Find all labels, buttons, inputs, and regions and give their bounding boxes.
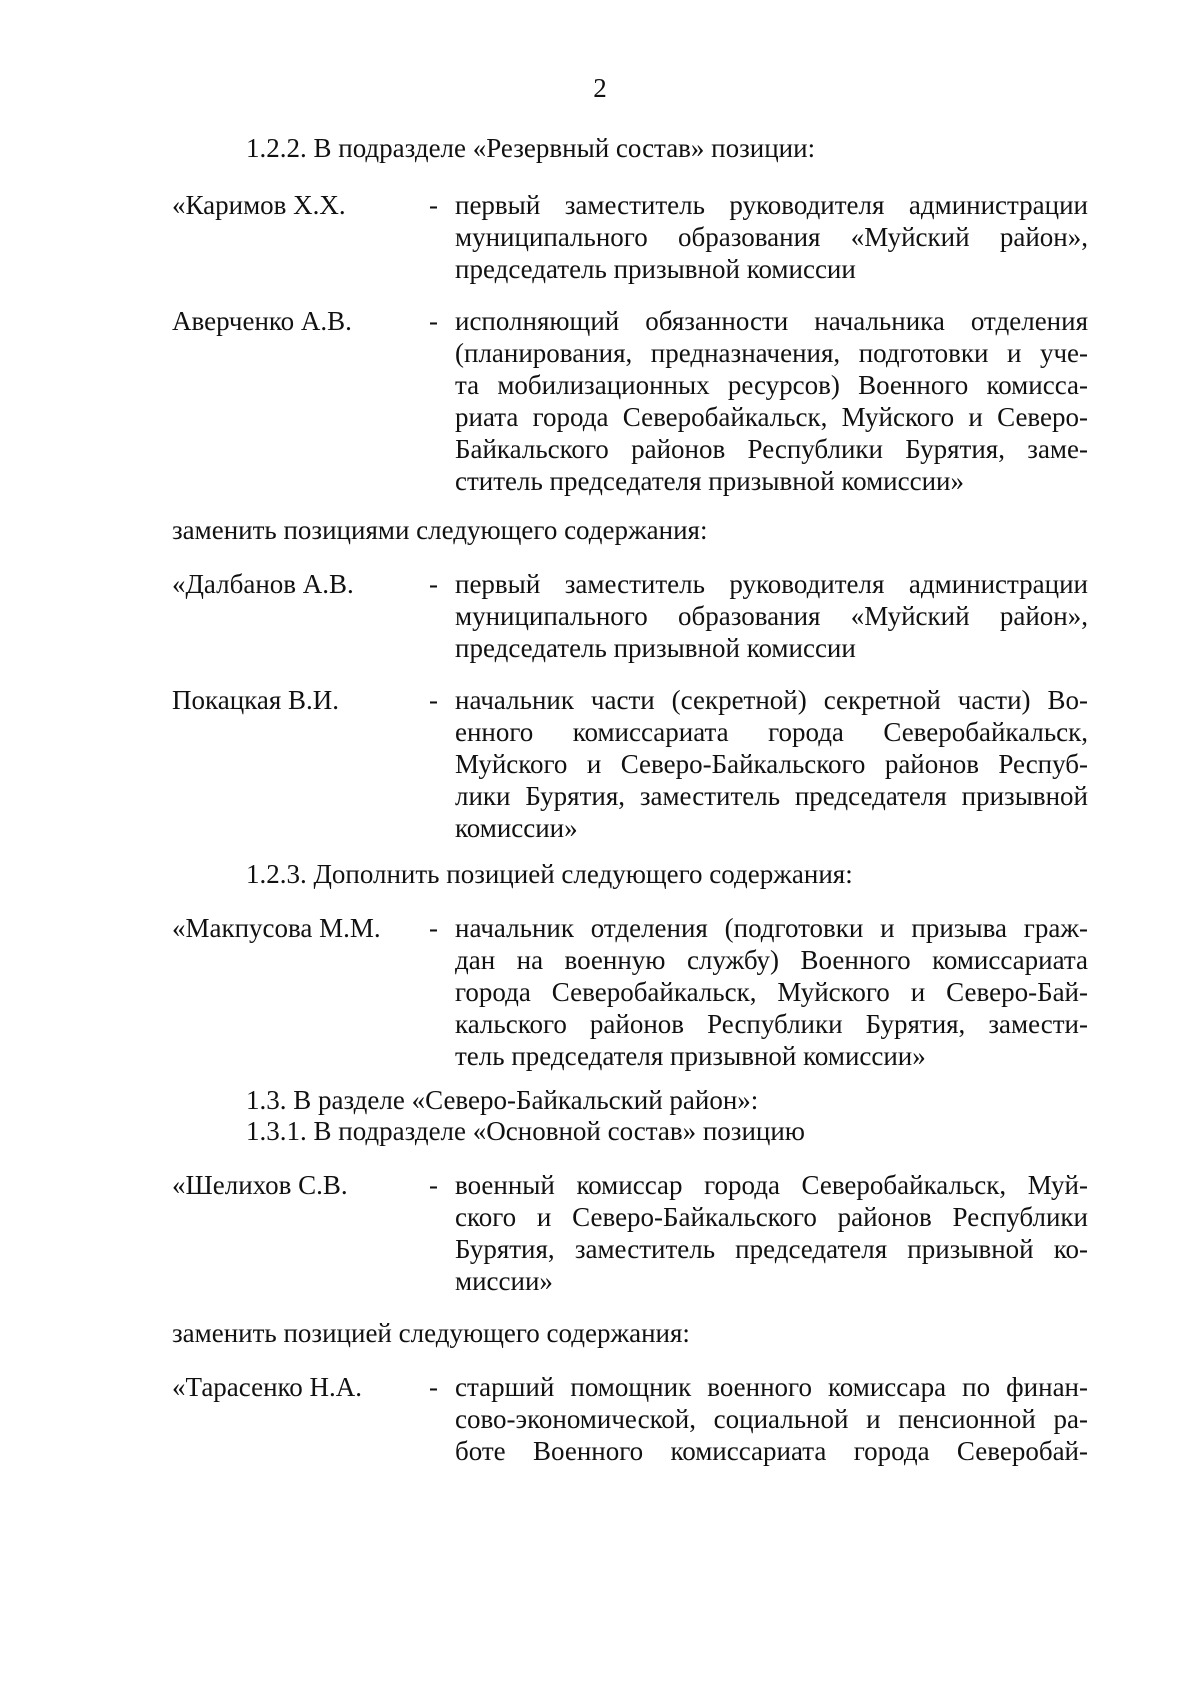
- description-line: ского и Северо-Байкальского районов Республики: [455, 1202, 1088, 1232]
- description-line: муниципального образования «Муйский район»,: [455, 601, 1088, 631]
- paragraph-replace-with-positions: заменить позициями следующего содержания:: [172, 515, 708, 545]
- position-description: [455, 190, 1088, 286]
- position-description: [455, 685, 1088, 845]
- paragraph-1-2-3: 1.2.3. Дополнить позицией следующего содержания:: [246, 859, 853, 889]
- dash-separator: -: [429, 306, 438, 336]
- dash-separator: -: [429, 913, 438, 943]
- description-line: лики Бурятия, заместитель председателя призывной: [455, 781, 1088, 811]
- person-name: «Тарасенко Н.А.: [172, 1372, 363, 1402]
- description-line: миссии»: [455, 1266, 553, 1296]
- paragraph-1-3: 1.3. В разделе «Северо-Байкальский район»:: [246, 1085, 759, 1115]
- dash-separator: -: [429, 569, 438, 599]
- description-line: начальник части (секретной) секретной части) Во-: [455, 685, 1088, 715]
- description-line: военный комиссар города Северобайкальск, Муй-: [455, 1170, 1088, 1200]
- description-line: кальского районов Республики Бурятия, замести-: [455, 1009, 1088, 1039]
- description-line: сово-экономической, социальной и пенсионной ра-: [455, 1404, 1088, 1434]
- person-name: «Макпусова М.М.: [172, 913, 381, 943]
- description-line: (планирования, предназначения, подготовки и уче-: [455, 338, 1088, 368]
- description-line: города Северобайкальск, Муйского и Северо-Бай-: [455, 977, 1088, 1007]
- person-name: «Каримов Х.Х.: [172, 190, 346, 220]
- description-line: исполняющий обязанности начальника отделения: [455, 306, 1088, 336]
- position-description: [455, 569, 1088, 665]
- position-description: [455, 1372, 1088, 1468]
- description-line: ститель председателя призывной комиссии»: [455, 466, 964, 496]
- description-line: дан на военную службу) Военного комиссариата: [455, 945, 1088, 975]
- dash-separator: -: [429, 1170, 438, 1200]
- paragraph-1-3-1: 1.3.1. В подразделе «Основной состав» позицию: [246, 1116, 805, 1146]
- description-line: муниципального образования «Муйский район»,: [455, 222, 1088, 252]
- person-name: «Шелихов С.В.: [172, 1170, 348, 1200]
- paragraph-1-2-2: 1.2.2. В подразделе «Резервный состав» позиции:: [246, 133, 816, 163]
- description-line: первый заместитель руководителя администрации: [455, 569, 1088, 599]
- person-name: Аверченко А.В.: [172, 306, 352, 336]
- description-line: первый заместитель руководителя администрации: [455, 190, 1088, 220]
- position-description: [455, 306, 1088, 498]
- position-description: [455, 913, 1088, 1073]
- description-line: боте Военного комиссариата города Северобай-: [455, 1436, 1088, 1466]
- person-name: «Далбанов А.В.: [172, 569, 354, 599]
- description-line: риата города Северобайкальск, Муйского и Северо-: [455, 402, 1088, 432]
- dash-separator: -: [429, 685, 438, 715]
- dash-separator: -: [429, 1372, 438, 1402]
- description-line: Бурятия, заместитель председателя призывной ко-: [455, 1234, 1088, 1264]
- description-line: та мобилизационных ресурсов) Военного комисса-: [455, 370, 1088, 400]
- description-line: старший помощник военного комиссара по финан-: [455, 1372, 1088, 1402]
- paragraph-replace-with-position: заменить позицией следующего содержания:: [172, 1318, 690, 1348]
- description-line: Муйского и Северо-Байкальского районов Респуб-: [455, 749, 1088, 779]
- page-number: 2: [593, 73, 607, 103]
- position-description: [455, 1170, 1088, 1298]
- description-line: председатель призывной комиссии: [455, 633, 856, 663]
- description-line: начальник отделения (подготовки и призыва граж-: [455, 913, 1088, 943]
- description-line: енного комиссариата города Северобайкальск,: [455, 717, 1088, 747]
- description-line: председатель призывной комиссии: [455, 254, 856, 284]
- person-name: Покацкая В.И.: [172, 685, 340, 715]
- description-line: Байкальского районов Республики Бурятия, заме-: [455, 434, 1088, 464]
- description-line: тель председателя призывной комиссии»: [455, 1041, 926, 1071]
- dash-separator: -: [429, 190, 438, 220]
- description-line: комиссии»: [455, 813, 578, 843]
